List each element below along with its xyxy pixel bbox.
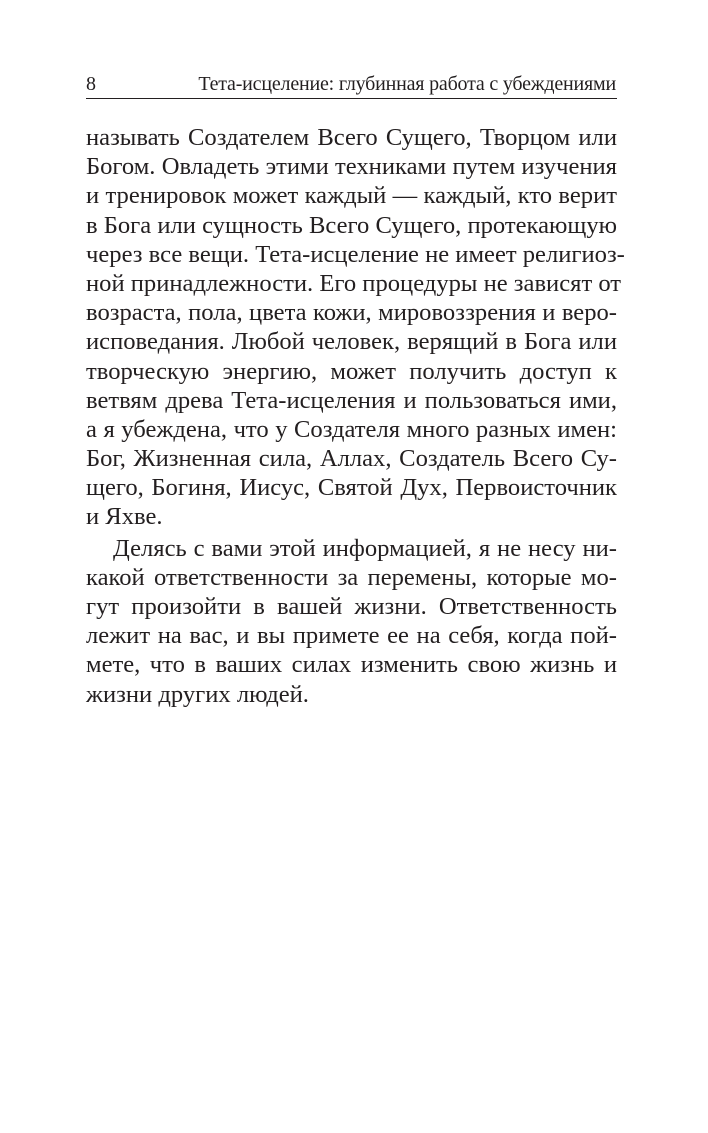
text-line: исповедания. Любой человек, верящий в Бога или	[86, 328, 617, 356]
running-title: Тета-исцеление: глубинная работа с убеждениями	[198, 73, 616, 95]
text-line: творческую энергию, может получить доступ к	[86, 357, 617, 385]
text-line: Бог, Жизненная сила, Аллах, Создатель Всего Су-	[86, 445, 617, 473]
page-number: 8	[86, 73, 96, 95]
header-rule	[86, 98, 617, 99]
text-line: в Бога или сущность Всего Сущего, протекающую	[86, 211, 618, 239]
text-line: называть Создателем Всего Сущего, Творцом или	[86, 124, 617, 151]
text-line: жизни других людей.	[86, 680, 309, 708]
text-line: возраста, пола, цвета кожи, мировоззрения и веро-	[86, 299, 617, 327]
text-line: ной принадлежности. Его процедуры не зависят от	[86, 269, 622, 297]
paragraph-2	[86, 534, 617, 709]
text-line: а я убеждена, что у Создателя много разных имен:	[86, 415, 617, 443]
text-line: и тренировок может каждый — каждый, кто верит	[86, 182, 617, 210]
text-line: Богом. Овладеть этими техниками путем изучения	[86, 153, 617, 181]
text-line: гут произойти в вашей жизни. Ответственность	[86, 593, 617, 620]
text-line: какой ответственности за перемены, которые мо-	[86, 563, 617, 591]
text-line: Делясь с вами этой информацией, я не несу ни-	[113, 534, 617, 562]
text-line: щего, Богиня, Иисус, Святой Дух, Первоисточник	[86, 474, 617, 502]
text-line: и Яхве.	[86, 503, 163, 531]
paragraph-1	[86, 123, 625, 532]
text-line: через все вещи. Тета-исцеление не имеет религиоз-	[86, 240, 625, 268]
body-text	[86, 123, 625, 709]
text-line: ветвям древа Тета-исцеления и пользоваться ими,	[86, 386, 617, 414]
text-line: лежит на вас, и вы примете ее на себя, когда пой-	[86, 622, 617, 650]
text-line: мете, что в ваших силах изменить свою жизнь и	[86, 651, 617, 679]
running-head	[86, 68, 616, 98]
